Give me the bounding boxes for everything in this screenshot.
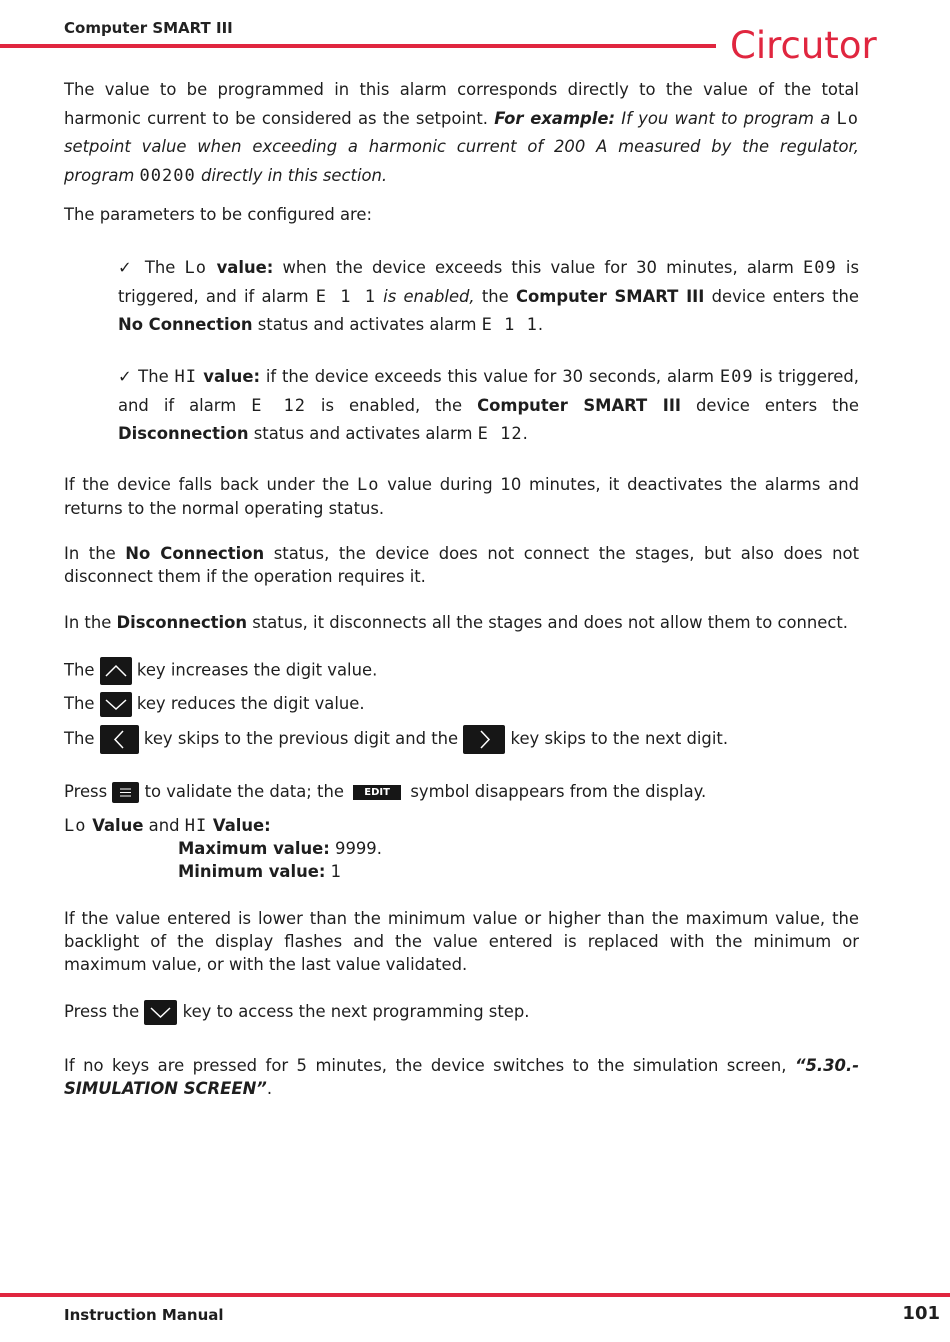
press-validate-line: Press to validate the data; the EDIT symbol disappears from the display. bbox=[64, 782, 707, 801]
up-arrow-key-icon bbox=[100, 657, 132, 685]
lo-value-bullet: ✓ The Lo value: when the device exceeds this value for 30 minutes, alarm E09 is triggered, and if alarm E 1 1 is enabled, the Computer SMART III device enters the No Connection status and activates alarm E 1 1. bbox=[118, 258, 860, 335]
values-heading: Lo Value and HI Value: bbox=[64, 816, 271, 836]
next-step-line: Press the key to access the next programming step. bbox=[64, 1000, 529, 1025]
intro-paragraph: The value to be programmed in this alarm corresponds directly to the value of the total harmonic current to be considered as the setpoint. For example: If you want to program a Lo setpoint value when exceeding a harmonic current of 200 A measured by the regulator, program 00200 directly in this section. bbox=[64, 80, 859, 186]
hi-value-bullet: ✓ The HI value: if the device exceeds this value for 30 seconds, alarm E09 is triggered, and if alarm E 12 is enabled, the Computer SMART III device enters the Disconnection status and activates alarm E 12. bbox=[118, 367, 859, 444]
maximum-value-line: Maximum value: 9999. bbox=[178, 839, 382, 858]
disconnection-paragraph: In the Disconnection status, it disconnects all the stages and does not allow them to connect. bbox=[64, 613, 849, 632]
lo-display-symbol: Lo bbox=[836, 108, 859, 129]
document-header-title: Computer SMART III bbox=[64, 19, 233, 37]
left-right-key-line: The key skips to the previous digit and the key skips to the next digit. bbox=[64, 725, 728, 754]
fallback-paragraph: If the device falls back under the Lo value during 10 minutes, it deactivates the alarms and returns to the normal operating status. bbox=[64, 475, 859, 518]
parameters-intro: The parameters to be configured are: bbox=[64, 205, 372, 224]
down-key-line: The key reduces the digit value. bbox=[64, 692, 365, 717]
checkmark-icon: ✓ bbox=[118, 367, 133, 386]
minimum-value-line: Minimum value: 1 bbox=[178, 862, 342, 881]
circutor-logo: Circutor bbox=[730, 24, 877, 67]
footer-title: Instruction Manual bbox=[64, 1306, 224, 1324]
page-number: 101 bbox=[902, 1303, 940, 1324]
down-arrow-key-icon bbox=[100, 692, 132, 717]
header-rule bbox=[0, 44, 716, 48]
out-of-range-paragraph: If the value entered is lower than the minimum value or higher than the maximum value, the backlight of the display flashes and the value entered is replaced with the minimum or maximum value, or with the last value validated. bbox=[64, 909, 859, 974]
edit-symbol-badge: EDIT bbox=[353, 785, 401, 800]
footer-rule bbox=[0, 1293, 950, 1297]
value-display-symbol: 00200 bbox=[139, 165, 196, 186]
up-key-line: The key increases the digit value. bbox=[64, 657, 377, 685]
right-arrow-key-icon bbox=[463, 725, 505, 754]
left-arrow-key-icon bbox=[100, 725, 139, 754]
menu-key-icon bbox=[112, 782, 139, 803]
no-connection-paragraph: In the No Connection status, the device does not connect the stages, but also does not disconnect them if the operation requires it. bbox=[64, 544, 859, 586]
down-arrow-key-icon bbox=[144, 1000, 177, 1025]
checkmark-icon: ✓ bbox=[118, 258, 136, 277]
timeout-paragraph: If no keys are pressed for 5 minutes, the device switches to the simulation screen, “5.30.- SIMULATION SCREEN”. bbox=[64, 1056, 859, 1098]
